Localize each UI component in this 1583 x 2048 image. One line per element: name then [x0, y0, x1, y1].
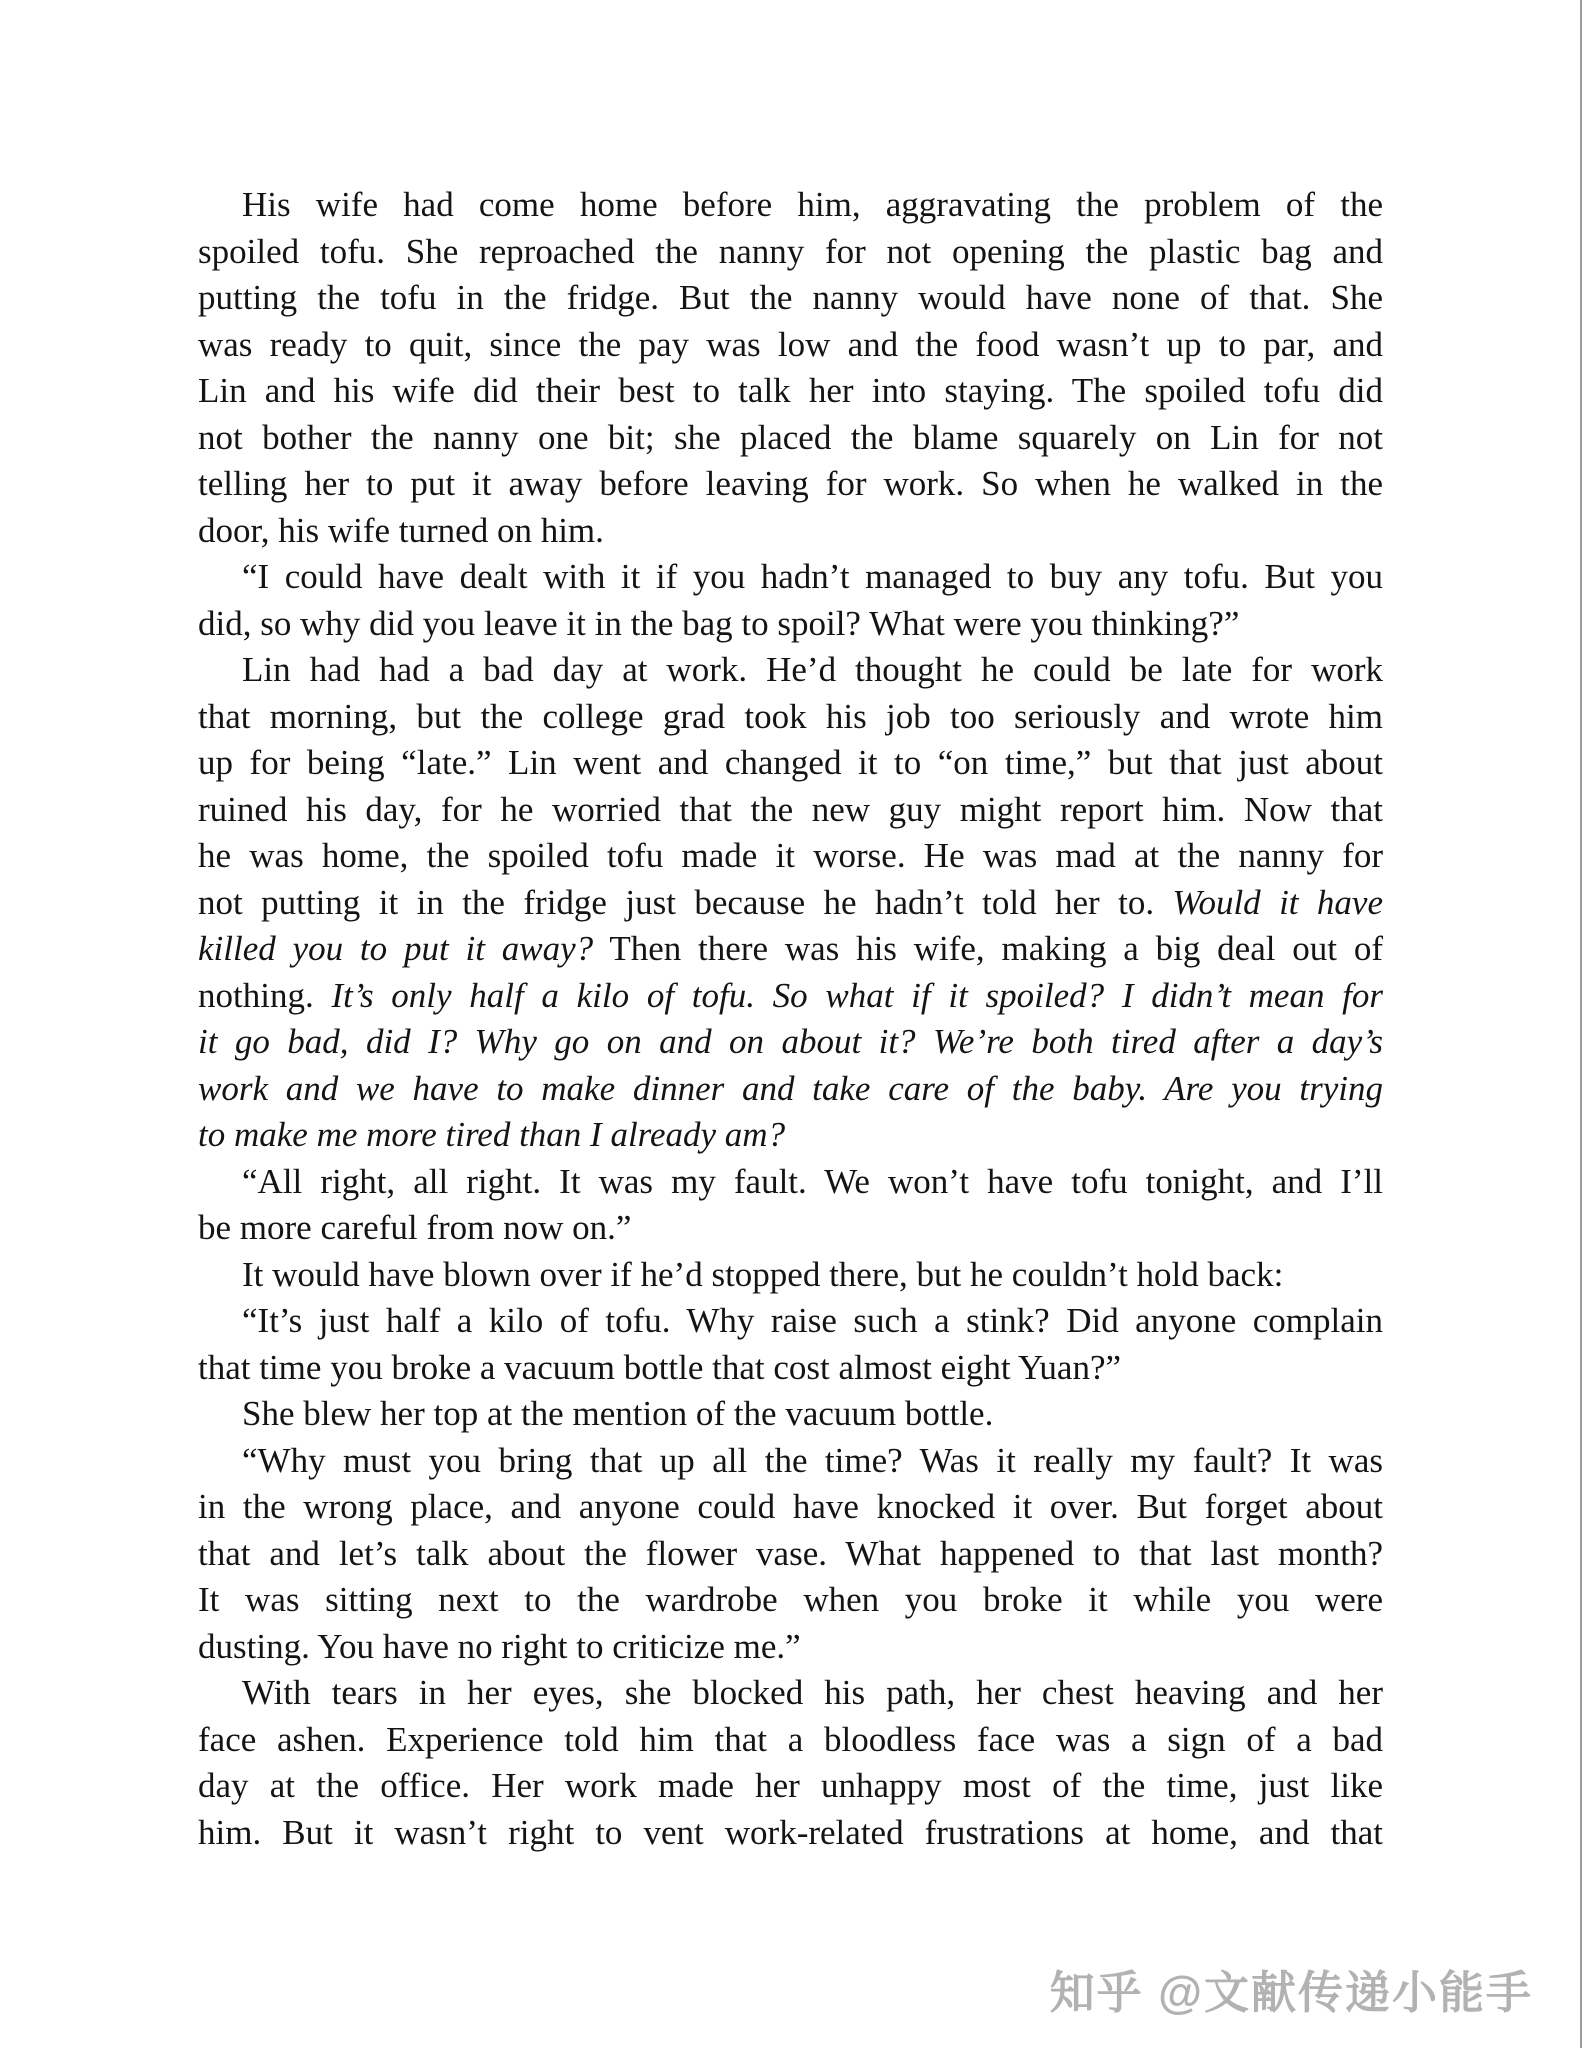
paragraph [198, 1159, 1383, 1252]
text-line [198, 1205, 1383, 1252]
text-line [198, 1159, 1383, 1206]
text-line [198, 1391, 1383, 1438]
italic-text-segment: to make me more tired than I already am? [198, 1115, 786, 1154]
text-line [198, 182, 1383, 229]
text-line [198, 926, 1383, 973]
text-line [198, 1345, 1383, 1392]
text-segment: putting the tofu in the fridge. But the nanny would have none of that. She [198, 278, 1383, 317]
text-segment: With tears in her eyes, she blocked his path, her chest heaving and her [242, 1673, 1383, 1712]
text-segment: His wife had come home before him, aggravating the problem of the [242, 185, 1383, 224]
text-line [198, 1810, 1383, 1857]
text-segment: did, so why did you leave it in the bag to spoil? What were you thinking?” [198, 603, 1240, 643]
text-segment: Lin had had a bad day at work. He’d thought he could be late for work [242, 650, 1383, 689]
paragraph [198, 1252, 1383, 1299]
text-segment: up for being “late.” Lin went and changed it to “on time,” but that just about [198, 743, 1383, 782]
text-segment: be more careful from now on.” [198, 1208, 632, 1247]
text-line [198, 1019, 1383, 1066]
text-line [198, 415, 1383, 462]
text-line [198, 1298, 1383, 1345]
italic-text-segment: It’s only half a kilo of tofu. So what if it spoiled? I didn’t mean for [331, 975, 1384, 1015]
text-line [198, 787, 1383, 834]
text-line [198, 1763, 1383, 1810]
text-segment: door, his wife turned on him. [198, 510, 604, 550]
text-segment: “It’s just half a kilo of tofu. Why raise such a stink? Did anyone complain [242, 1301, 1383, 1340]
text-segment: ruined his day, for he worried that the new guy might report him. Now that [198, 789, 1383, 829]
text-line [198, 647, 1383, 694]
text-segment: It was sitting next to the wardrobe when you broke it while you were [198, 1580, 1383, 1619]
text-line [198, 508, 1383, 555]
text-segment: Then there was his wife, making a big deal out of [593, 929, 1383, 968]
paragraph [198, 647, 1383, 1159]
text-line [198, 322, 1383, 369]
text-segment: telling her to put it away before leaving for work. So when he walked in the [198, 464, 1383, 503]
text-segment: day at the office. Her work made her unhappy most of the time, just like [198, 1766, 1383, 1805]
text-line [198, 880, 1383, 927]
text-line [198, 229, 1383, 276]
text-line [198, 694, 1383, 741]
text-segment: that and let’s talk about the flower vase. What happened to that last month? [198, 1533, 1383, 1573]
text-line [198, 1717, 1383, 1764]
text-line [198, 368, 1383, 415]
text-line [198, 1624, 1383, 1671]
text-segment: “Why must you bring that up all the time? Was it really my fault? It was [242, 1440, 1383, 1480]
paragraph [198, 182, 1383, 554]
text-segment: She blew her top at the mention of the vacuum bottle. [242, 1394, 994, 1433]
text-line [198, 275, 1383, 322]
text-segment: Lin and his wife did their best to talk her into staying. The spoiled tofu did [198, 371, 1383, 410]
text-line [198, 601, 1383, 648]
text-segment: face ashen. Experience told him that a bloodless face was a sign of a bad [198, 1719, 1383, 1759]
paragraph [198, 1298, 1383, 1391]
text-line [198, 1670, 1383, 1717]
text-line [198, 461, 1383, 508]
text-line [198, 833, 1383, 880]
text-segment: “All right, all right. It was my fault. We won’t have tofu tonight, and I’ll [242, 1161, 1383, 1201]
text-line [198, 1531, 1383, 1578]
paragraph [198, 1391, 1383, 1438]
watermark-text: 知乎 @文献传递小能手 [1049, 1967, 1533, 2018]
text-segment: dusting. You have no right to criticize me.” [198, 1626, 801, 1666]
text-segment: that morning, but the college grad took his job too seriously and wrote him [198, 696, 1383, 736]
text-segment: spoiled tofu. She reproached the nanny for not opening the plastic bag and [198, 231, 1383, 271]
italic-text-segment: Would it have [1172, 882, 1384, 922]
text-segment: that time you broke a vacuum bottle that cost almost eight Yuan?” [198, 1347, 1122, 1387]
text-line [198, 1066, 1383, 1113]
paragraph [198, 1670, 1383, 1856]
text-line [198, 554, 1383, 601]
text-segment: he was home, the spoiled tofu made it worse. He was mad at the nanny for [198, 836, 1383, 875]
italic-text-segment: it go bad, did I? Why go on and on about it? We’re both tired after a day’s [198, 1022, 1383, 1061]
paragraph [198, 1438, 1383, 1671]
text-line [198, 973, 1383, 1020]
text-segment: nothing. [198, 975, 332, 1015]
text-segment: not putting it in the fridge just because he hadn’t told her to. [198, 882, 1173, 922]
page-text [198, 182, 1383, 1856]
text-segment: It would have blown over if he’d stopped there, but he couldn’t hold back: [242, 1254, 1284, 1294]
text-segment: “I could have dealt with it if you hadn’t managed to buy any tofu. But you [242, 557, 1383, 596]
text-line [198, 1577, 1383, 1624]
italic-text-segment: killed you to put it away? [198, 929, 594, 968]
text-segment: not bother the nanny one bit; she placed the blame squarely on Lin for not [198, 417, 1383, 457]
text-segment: was ready to quit, since the pay was low and the food wasn’t up to par, and [198, 324, 1383, 364]
text-line [198, 1252, 1383, 1299]
paragraph [198, 554, 1383, 647]
text-line [198, 740, 1383, 787]
text-line [198, 1484, 1383, 1531]
text-line [198, 1438, 1383, 1485]
italic-text-segment: work and we have to make dinner and take care of the baby. Are you trying [198, 1068, 1383, 1108]
text-line [198, 1112, 1383, 1159]
text-segment: him. But it wasn’t right to vent work-related frustrations at home, and that [198, 1812, 1383, 1852]
text-segment: in the wrong place, and anyone could have knocked it over. But forget about [198, 1487, 1383, 1526]
scan-edge-line [1580, 0, 1582, 2048]
